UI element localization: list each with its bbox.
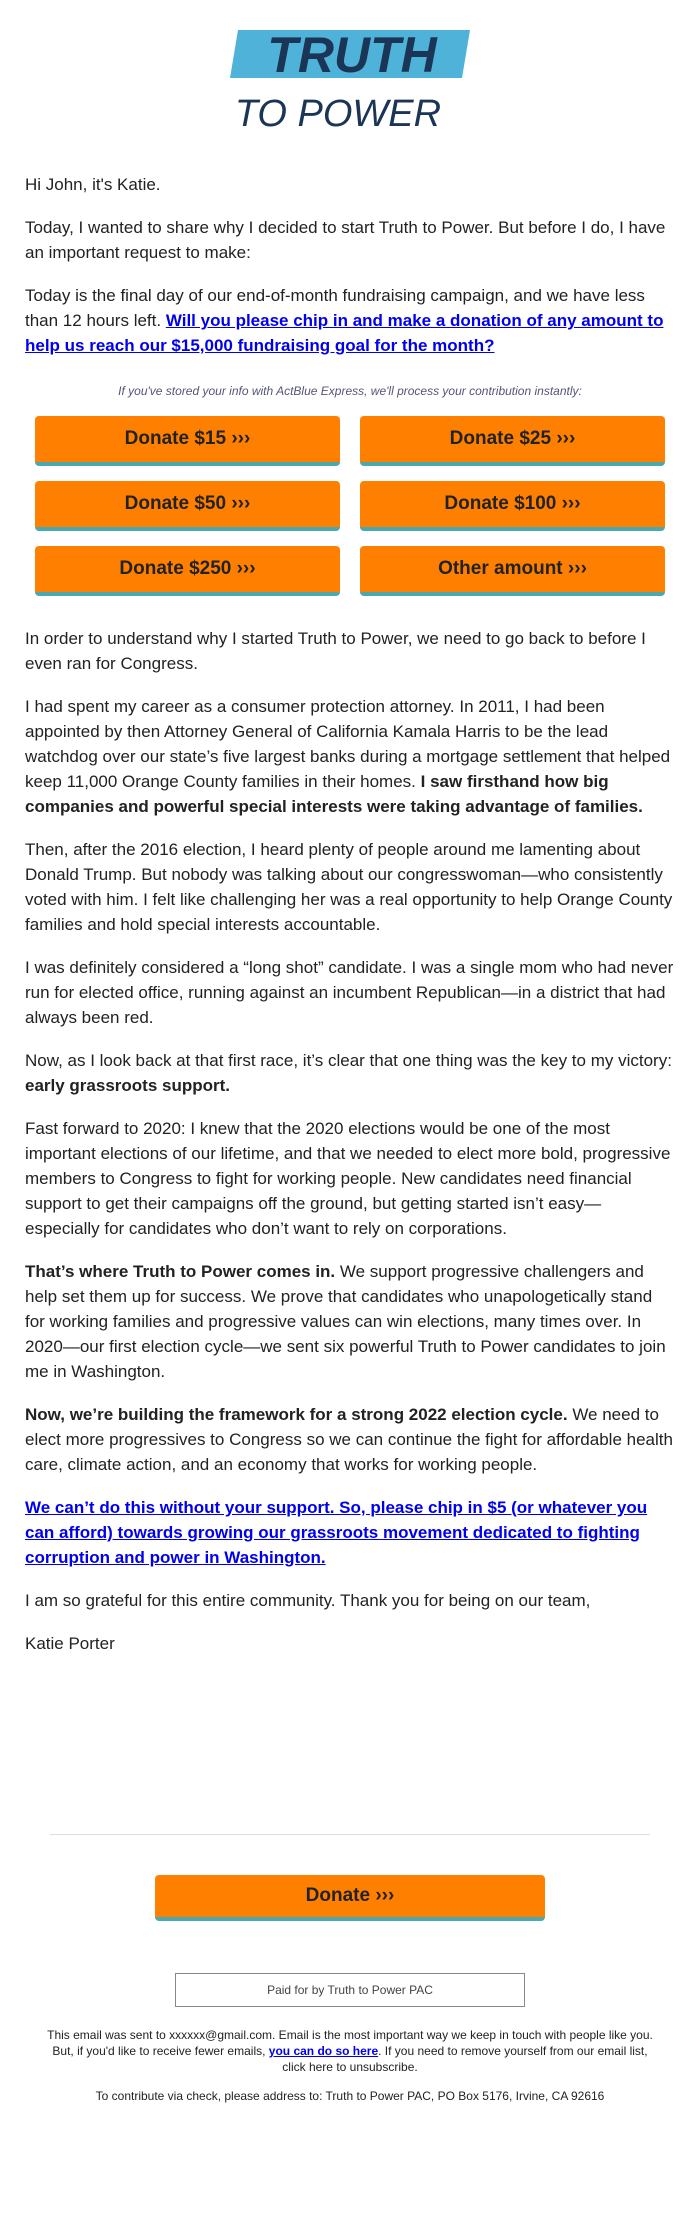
greeting: Hi John, it's Katie. bbox=[25, 175, 161, 194]
cycle-text: We need to elect more progressives to Congress so we can continue the fight for affordable health care, climate action, and an economy that works for working people. bbox=[25, 1405, 673, 1474]
final-day-text: Today is the final day of our end-of-month fundraising campaign, and we have less than 12 hours left. bbox=[25, 286, 645, 330]
donate-main-button[interactable]: Donate ››› bbox=[155, 1875, 545, 1921]
paragraph-origin: In order to understand why I started Truth to Power, we need to go back to before I even ran for Congress. bbox=[25, 629, 646, 673]
donate-25-button[interactable]: Donate $25 ››› bbox=[360, 416, 665, 466]
ttp-bold: That’s where Truth to Power comes in. bbox=[25, 1262, 336, 1281]
paragraph-2016: Then, after the 2016 election, I heard plenty of people around me lamenting about Donald Trump. But nobody was talking about our congresswoman—who consistently voted with him. I felt like challenging her was a real opportunity to help Orange County families and hold special interests accountable. bbox=[25, 840, 673, 934]
victory-text: Now, as I look back at that first race, it’s clear that one thing was the key to my victory: bbox=[25, 1051, 672, 1070]
victory-bold: early grassroots support. bbox=[25, 1076, 231, 1095]
career-bold: I saw firsthand how big companies and powerful special interests were taking advantage of families. bbox=[25, 772, 643, 816]
intro-paragraph: Today, I wanted to share why I decided to start Truth to Power. But before I do, I have an important request to make: bbox=[25, 218, 666, 262]
donate-any-amount-link[interactable]: Will you please chip in and make a donation of any amount to help us reach our $15,000 fundraising goal for the month? bbox=[25, 311, 664, 355]
paragraph-long-shot: I was definitely considered a “long shot” candidate. I was a single mom who had never run for elected office, running against an incumbent Republican—in a district that had always been red. bbox=[25, 958, 674, 1027]
footer-address: To contribute via check, please address to: Truth to Power PAC, PO Box 5176, Irvine, CA 92616 bbox=[95, 2089, 605, 2103]
cycle-bold: Now, we’re building the framework for a strong 2022 election cycle. bbox=[25, 1405, 568, 1424]
paragraph-victory bbox=[25, 1048, 675, 1098]
actblue-note: If you've stored your info with ActBlue Express, we'll process your contribution instantly: bbox=[118, 384, 582, 398]
career-text: I had spent my career as a consumer protection attorney. In 2011, I had been appointed by then Attorney General of California Kamala Harris to be the lead watchdog over our state’s five largest banks during a mortgage settlement that helped keep 11,000 Orange County families in their homes. bbox=[25, 697, 671, 791]
fewer-emails-link[interactable]: you can do so here bbox=[268, 2044, 379, 2058]
donate-100-button[interactable]: Donate $100 ››› bbox=[360, 481, 665, 531]
footer-text-a: This email was sent to xxxxxx@gmail.com. Email is the most important way we keep in touch with people like you. But, if you'd like to receive fewer emails, bbox=[47, 2028, 653, 2058]
logo-line1: TRUTH bbox=[267, 30, 437, 83]
paragraph-chip-in bbox=[25, 1495, 675, 1570]
paragraph-career bbox=[25, 694, 675, 819]
ttp-text: We support progressive challengers and help set them up for success. We prove that candidates who unapologetically stand for working families and progressive values can win elections, many times over. In 2020—our first election cycle—we sent six powerful Truth to Power candidates to join me in Washington. bbox=[25, 1262, 666, 1381]
paragraph-truth-to-power bbox=[25, 1259, 675, 1384]
paragraph-thanks: I am so grateful for this entire community. Thank you for being on our team, bbox=[25, 1591, 591, 1610]
donate-button-grid bbox=[35, 416, 675, 596]
chip-in-5-link[interactable]: We can’t do this without your support. So, please chip in $5 (or whatever you can afford) towards growing our grassroots movement dedicated to fighting corruption and power in Washington. bbox=[25, 1498, 648, 1567]
email-body bbox=[25, 30, 675, 2103]
spacer bbox=[25, 1674, 675, 1834]
footer-text-b: . If you need to remove yourself from our email list, click here to unsubscribe. bbox=[282, 2044, 648, 2074]
donate-250-button[interactable]: Donate $250 ››› bbox=[35, 546, 340, 596]
truth-to-power-logo bbox=[230, 30, 470, 134]
other-amount-button[interactable]: Other amount ››› bbox=[360, 546, 665, 596]
donate-15-button[interactable]: Donate $15 ››› bbox=[35, 416, 340, 466]
logo-line2: TO POWER bbox=[234, 93, 442, 134]
donate-50-button[interactable]: Donate $50 ››› bbox=[35, 481, 340, 531]
divider bbox=[50, 1834, 650, 1835]
final-day-paragraph bbox=[25, 283, 675, 358]
paragraph-2020: Fast forward to 2020: I knew that the 2020 elections would be one of the most important elections of our lifetime, and that we needed to elect more bold, progressive members to Congress to fight for working people. New candidates need financial support to get their campaigns off the ground, but getting started isn’t easy—especially for candidates who don’t want to rely on corporations. bbox=[25, 1119, 671, 1238]
footer-notice bbox=[45, 2027, 655, 2075]
paid-for-box: Paid for by Truth to Power PAC bbox=[175, 1973, 525, 2007]
signature: Katie Porter bbox=[25, 1634, 115, 1653]
paragraph-2022 bbox=[25, 1402, 675, 1477]
